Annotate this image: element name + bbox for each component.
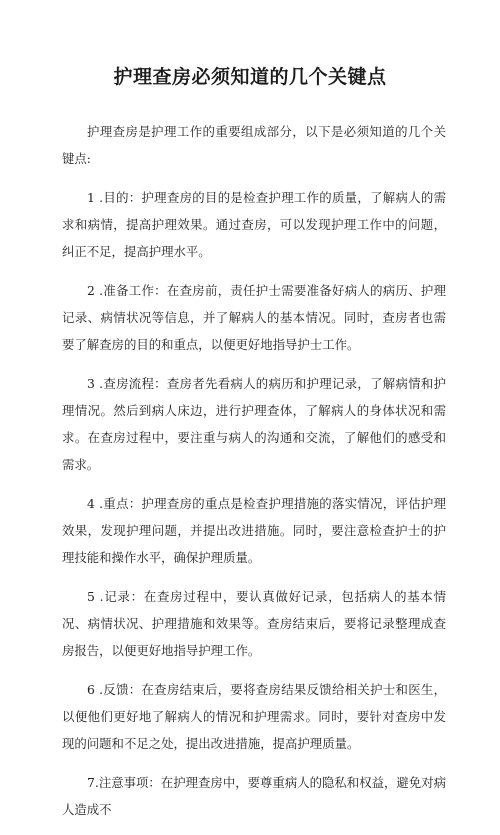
paragraph-record: 5 .记录：在查房过程中，要认真做好记录，包括病人的基本情况、病情状况、护理措施和效果等。查房结束后，要将记录整理成查房报告，以便更好地指导护理工作。 (62, 589, 446, 658)
paragraph-notes: 7.注意事项：在护理查房中，要尊重病人的隐私和权益，避免对病人造成不 (62, 775, 446, 817)
paragraph-purpose: 1 .目的：护理查房的目的是检查护理工作的质量，了解病人的需求和病情，提高护理效果。通过查房，可以发现护理工作中的问题，纠正不足，提高护理水平。 (62, 190, 446, 259)
paragraph-preparation: 2 .准备工作：在查房前，责任护士需要准备好病人的病历、护理记录、病情状况等信息，并了解病人的基本情况。同时，查房者也需要了解查房的目的和重点，以便更好地指导护士工作。 (62, 283, 446, 352)
document-title: 护理查房必须知道的几个关键点 (113, 66, 387, 88)
paragraph-focus: 4 .重点：护理查房的重点是检查护理措施的落实情况，评估护理效果，发现护理问题，并提出改进措施。同时，要注意检查护士的护理技能和操作水平，确保护理质量。 (62, 496, 446, 565)
paragraph-process: 3 .查房流程：查房者先看病人的病历和护理记录，了解病情和护理情况。然后到病人床边，进行护理查体，了解病人的身体状况和需求。在查房过程中，要注重与病人的沟通和交流，了解他们的感受和需求。 (62, 376, 446, 472)
paragraph-feedback: 6 .反馈：在查房结束后，要将查房结果反馈给相关护士和医生，以便他们更好地了解病人的情况和护理需求。同时，要针对查房中发现的问题和不足之处，提出改进措施，提高护理质量。 (62, 682, 446, 751)
intro-paragraph: 护理查房是护理工作的重要组成部分，以下是必须知道的几个关键点: (62, 124, 446, 166)
document-body (62, 118, 446, 835)
